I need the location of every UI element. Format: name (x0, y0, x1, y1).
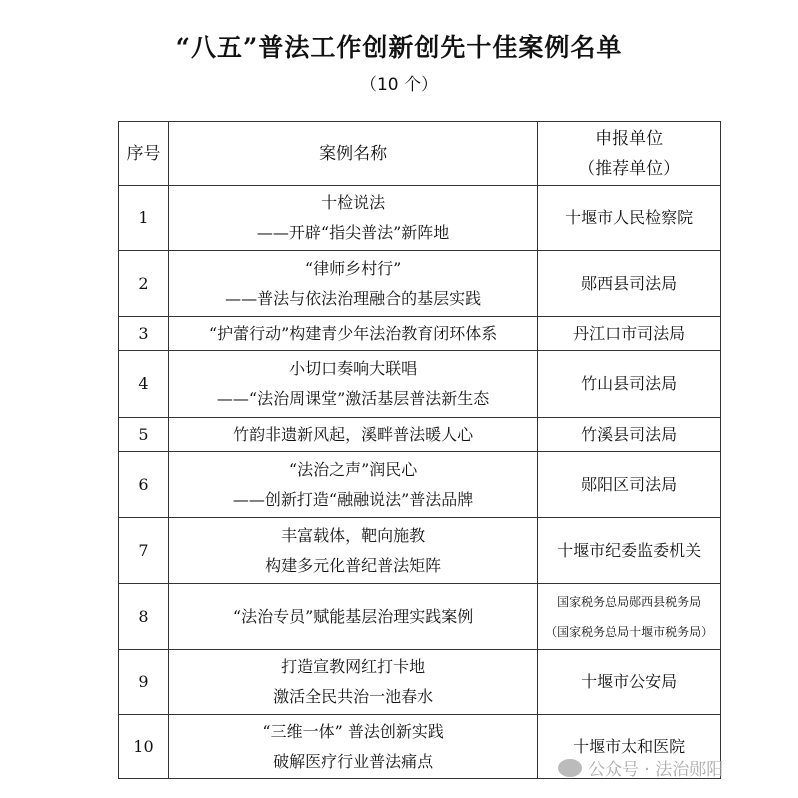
unit-line1: 十堰市人民检察院 (565, 208, 694, 227)
unit-line1: 郧阳区司法局 (581, 474, 678, 494)
cell-name (168, 186, 537, 251)
unit-line1: 十堰市公安局 (581, 672, 678, 691)
cell-no (119, 251, 169, 317)
cell-unit (538, 518, 721, 584)
case-name-line1: “护蕾行动”构建青少年法治教育闭环体系 (208, 323, 498, 343)
case-name-line2: ——普法与依法治理融合的基层实践 (225, 288, 482, 308)
unit-line1: 竹溪县司法局 (581, 424, 678, 444)
unit-line1: 十堰市纪委监委机关 (557, 540, 702, 560)
case-name-line2: ——创新打造“融融说法”普法品牌 (232, 489, 474, 509)
subtitle: （10 个） (359, 75, 439, 95)
row-number: 4 (138, 374, 149, 393)
cell-unit (538, 317, 721, 351)
unit-line1: 丹江口市司法局 (573, 323, 686, 343)
case-name-line2: 激活全民共治一池春水 (273, 687, 434, 706)
row-number: 5 (138, 424, 149, 444)
header-name: 案例名称 (168, 122, 537, 186)
cell-no (119, 650, 169, 715)
header-unit-line2: （推荐单位） (578, 158, 681, 179)
cell-no (119, 518, 169, 584)
cell-no (119, 584, 169, 650)
unit-line1: 竹山县司法局 (581, 374, 678, 393)
case-name-line1: “律师乡村行” (304, 258, 402, 278)
cell-no (119, 186, 169, 251)
row-number: 6 (138, 474, 149, 494)
table-row (119, 452, 721, 518)
cell-unit (538, 418, 721, 452)
header-unit (538, 122, 721, 186)
wechat-icon (558, 759, 582, 777)
case-name-line2: 构建多元化普纪普法矩阵 (265, 555, 442, 575)
case-name-line1: 小切口奏响大联唱 (289, 359, 418, 378)
unit-line1: 十堰市太和医院 (573, 736, 686, 756)
case-name-line1: “法治之声”润民心 (288, 459, 418, 479)
cell-name (168, 251, 537, 317)
table-row (119, 186, 721, 251)
table-row (119, 584, 721, 650)
row-number: 7 (138, 540, 149, 560)
cell-unit (538, 452, 721, 518)
cell-name (168, 418, 537, 452)
table-row (119, 317, 721, 351)
unit-line1: 国家税务总局郧西县税务局 (557, 594, 702, 609)
cell-unit (538, 351, 721, 418)
unit-line1: 郧西县司法局 (581, 273, 678, 293)
table-row (119, 650, 721, 715)
table-row (119, 351, 721, 418)
case-name-line1: 打造宣教网红打卡地 (281, 657, 426, 676)
cell-no (119, 715, 169, 779)
cell-unit (538, 251, 721, 317)
cell-no (119, 351, 169, 418)
table-row (119, 418, 721, 452)
watermark-text: 公众号 · 法治郧阳 (588, 760, 724, 780)
table-row (119, 518, 721, 584)
case-name-line1: 丰富载体，靶向施教 (281, 525, 426, 545)
case-name-line1: 竹韵非遗新风起，溪畔普法暖人心 (233, 424, 474, 444)
row-number: 8 (138, 606, 149, 626)
header-unit-line1: 申报单位 (595, 128, 664, 149)
cell-no (119, 418, 169, 452)
cell-unit (538, 650, 721, 715)
cell-name (168, 650, 537, 715)
case-name-line1: 十检说法 (321, 193, 386, 212)
cell-name (168, 317, 537, 351)
cell-unit (538, 584, 721, 650)
case-name-line2: ——“法治周课堂”激活基层普法新生态 (216, 389, 490, 408)
case-name-line2: 破解医疗行业普法痛点 (273, 751, 434, 771)
row-number: 10 (133, 736, 154, 756)
cell-no (119, 452, 169, 518)
cell-no (119, 317, 169, 351)
cell-name (168, 351, 537, 418)
cell-name (168, 584, 537, 650)
watermark (558, 755, 723, 780)
cell-name (168, 518, 537, 584)
row-number: 9 (138, 672, 149, 691)
cell-unit (538, 186, 721, 251)
case-name-line2: ——开辟“指尖普法”新阵地 (256, 223, 450, 242)
case-name-line1: “法治专员”赋能基层治理实践案例 (232, 606, 474, 626)
cell-name (168, 715, 537, 779)
case-name-line1: “三维一体” 普法创新实践 (262, 721, 444, 741)
table-header (119, 122, 721, 186)
row-number: 1 (138, 208, 149, 227)
case-table (118, 121, 724, 780)
page-title: “八五”普法工作创新创先十佳案例名单 (175, 33, 623, 62)
row-number: 2 (138, 273, 149, 293)
cell-name (168, 452, 537, 518)
table-row (119, 251, 721, 317)
header-no: 序号 (119, 122, 169, 186)
row-number: 3 (138, 323, 149, 343)
unit-line2: （国家税务总局十堰市税务局） (545, 624, 714, 639)
